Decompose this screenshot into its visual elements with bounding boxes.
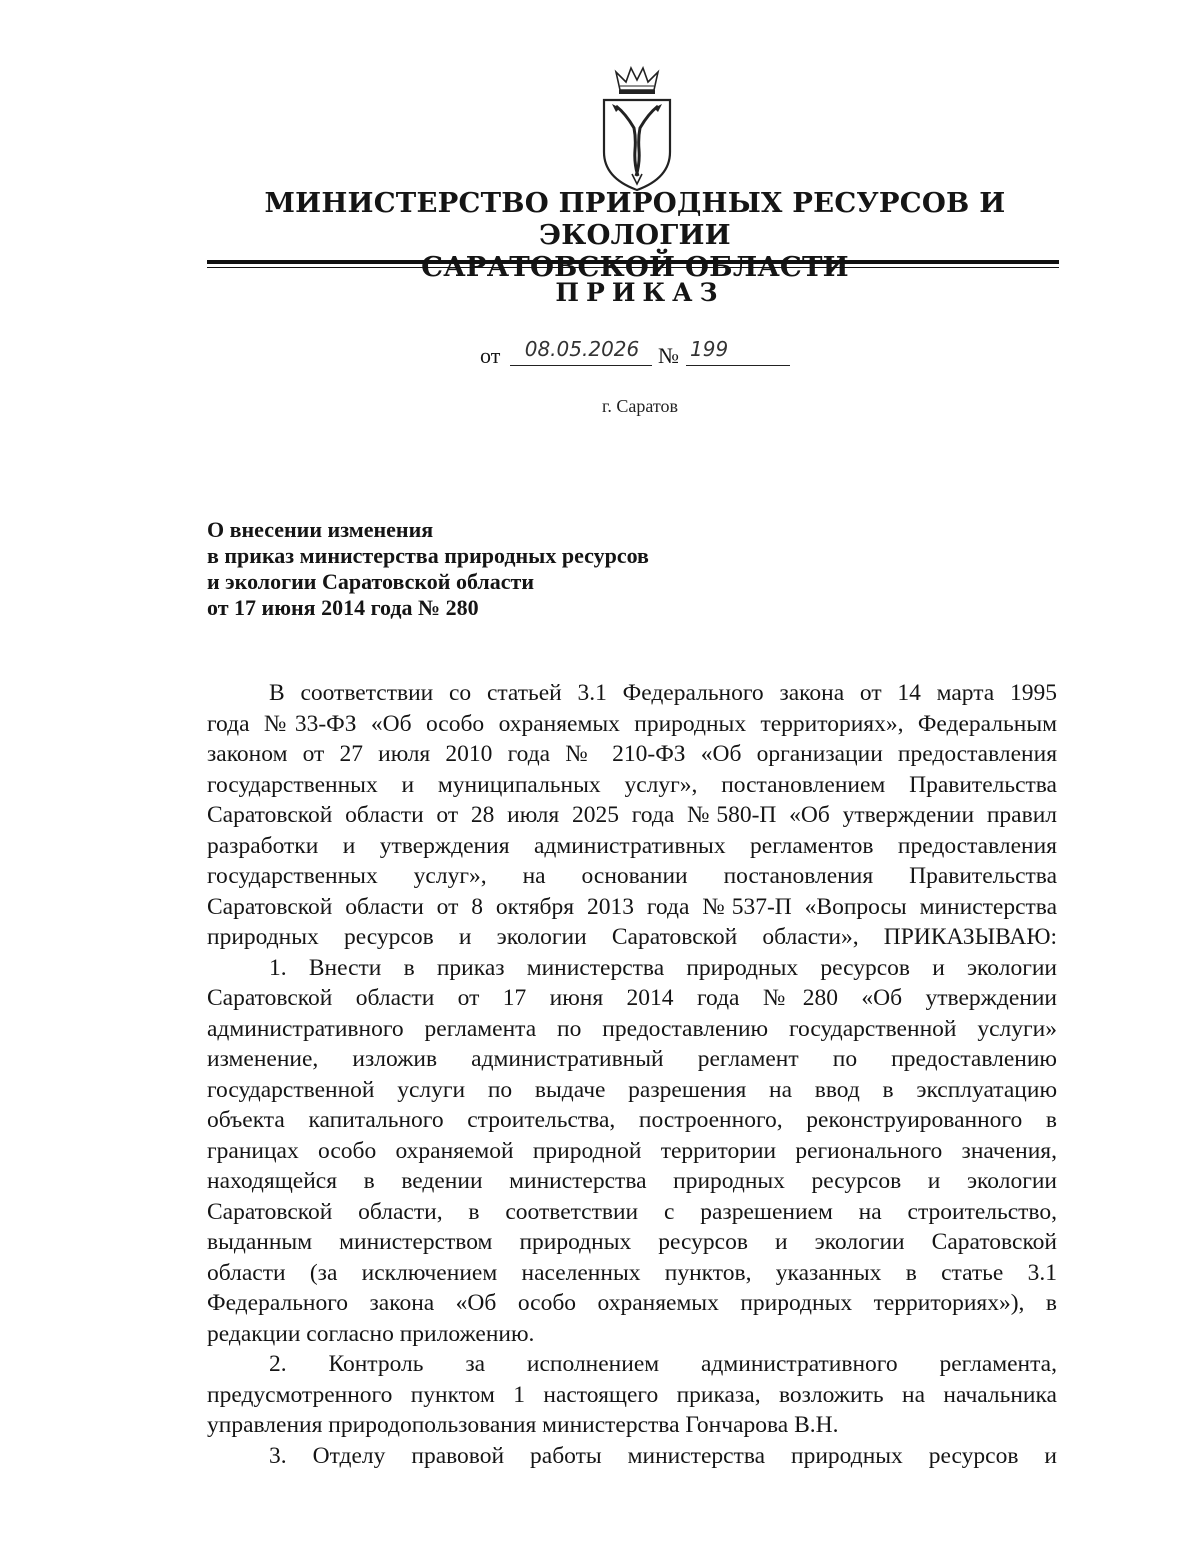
body-line: государственных услуг», на основании постановления Правительства: [207, 863, 1057, 889]
body-line: государственных и муниципальных услуг», постановлением Правительства: [207, 771, 1057, 798]
header-rule-thick: [207, 260, 1059, 264]
order-subject: [207, 517, 807, 621]
date-underline: [510, 365, 652, 366]
body-line: объекта капитального строительства, построенного, реконструированного в: [207, 1107, 1057, 1133]
body-line: редакции согласно приложению.: [207, 1320, 535, 1347]
body-line: Саратовской области от 17 июня 2014 года №280 «Об утверждении: [207, 985, 1057, 1011]
body-line: разработки и утверждения административных регламентов предоставления: [207, 832, 1057, 859]
body-line: изменение, изложив административный регламент по предоставлению: [207, 1046, 1057, 1072]
body-line: 3. Отделу правовой работы министерства природных ресурсов и: [269, 1442, 1057, 1469]
ministry-title-line1: МИНИСТЕРСТВО ПРИРОДНЫХ РЕСУРСОВ И ЭКОЛОГИИ: [264, 187, 1006, 251]
subject-line: в приказ министерства природных ресурсов: [207, 543, 649, 568]
body-line: административного регламента по предоставлению государственной услуги»: [207, 1015, 1057, 1042]
header-rule-thin: [207, 267, 1059, 268]
body-line: границах особо охраняемой природной территории регионального значения,: [207, 1137, 1057, 1164]
body-line: области (за исключением населенных пунктов, указанных в статье 3.1: [207, 1259, 1057, 1286]
body-line: государственной услуги по выдаче разрешения на ввод в эксплуатацию: [207, 1076, 1057, 1103]
body-line: предусмотренного пунктом 1 настоящего приказа, возложить на начальника: [207, 1381, 1057, 1408]
body-line: Саратовской области, в соответствии с разрешением на строительство,: [207, 1198, 1057, 1225]
order-body-text: [207, 678, 1057, 1471]
body-line: В соответствии со статьей 3.1 Федерального закона от 14 марта 1995: [269, 680, 1057, 706]
order-number-handwritten: 199: [690, 337, 729, 361]
body-line: находящейся в ведении министерства природных ресурсов и экологии: [207, 1168, 1057, 1194]
number-underline: [686, 365, 790, 366]
body-line: Федерального закона «Об особо охраняемых природных территориях»), в: [207, 1290, 1057, 1316]
body-line: Саратовской области от 28 июля 2025 года №580-П «Об утверждении правил: [207, 802, 1057, 828]
order-date-number-line: [440, 335, 800, 369]
body-line: Саратовской области от 8 октября 2013 года №537-П «Вопросы министерства: [207, 893, 1057, 920]
body-line: законом от 27 июля 2010 года № 210-ФЗ «Об организации предоставления: [207, 741, 1057, 767]
document-type-heading: ПРИКАЗ: [555, 278, 725, 307]
body-line: управления природопользования министерства Гончарова В.Н.: [207, 1412, 839, 1438]
saratov-coat-of-arms-icon: [598, 66, 676, 194]
subject-line: от 17 июня 2014 года № 280: [207, 595, 479, 620]
date-label: от: [480, 343, 501, 368]
subject-line: и экологии Саратовской области: [207, 569, 535, 594]
body-line: года №33-ФЗ «Об особо охраняемых природных территориях», Федеральным: [207, 710, 1057, 737]
number-label: №: [658, 343, 679, 368]
order-date-handwritten: 08.05.2026: [524, 337, 640, 361]
ministry-title: [190, 187, 1080, 283]
body-line: 1. Внести в приказ министерства природных ресурсов и экологии: [269, 954, 1057, 981]
body-line: 2. Контроль за исполнением административного регламента,: [269, 1351, 1057, 1377]
body-line: природных ресурсов и экологии Саратовской области», ПРИКАЗЫВАЮ:: [207, 924, 1057, 950]
issue-city: г. Саратов: [602, 396, 678, 416]
subject-line: О внесении изменения: [207, 517, 434, 542]
body-line: выданным министерством природных ресурсов и экологии Саратовской: [207, 1229, 1057, 1255]
